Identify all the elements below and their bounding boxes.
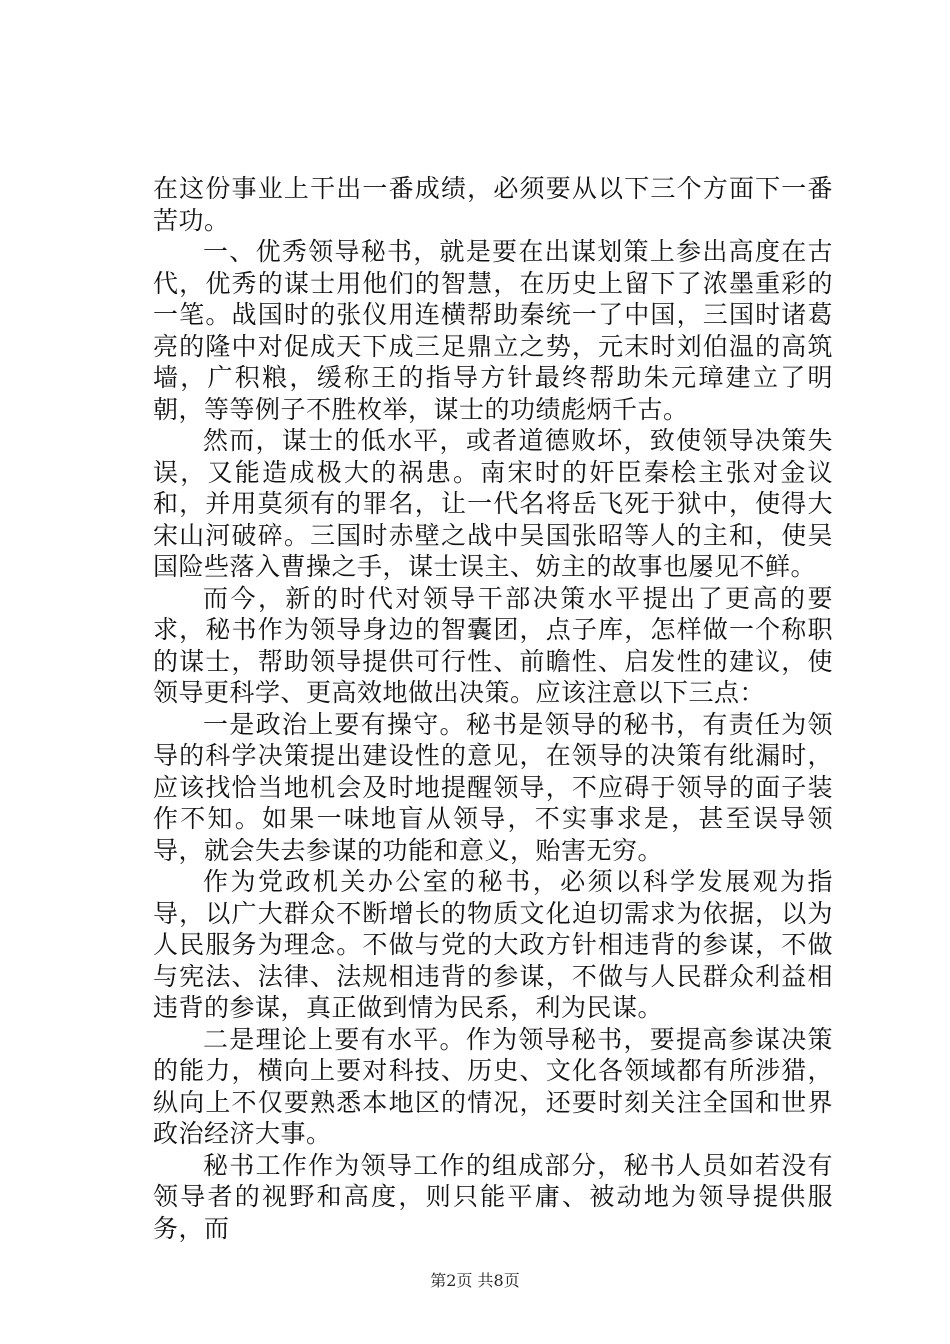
paragraph: 一、优秀领导秘书，就是要在出谋划策上参出高度在古代，优秀的谋士用他们的智慧，在历史上留下了浓墨重彩的一笔。战国时的张仪用连横帮助秦统一了中国，三国时诸葛亮的隆中对促成天下成三足鼎立之势，元末时刘伯温的高筑墙，广积粮，缓称王的指导方针最终帮助朱元璋建立了明朝，等等例子不胜枚举，谋士的功绩彪炳千古。 xyxy=(153,237,833,424)
paragraph: 秘书工作作为领导工作的组成部分，秘书人员如若没有领导者的视野和高度，则只能平庸、被动地为领导提供服务，而 xyxy=(153,1150,833,1243)
paragraph: 作为党政机关办公室的秘书，必须以科学发展观为指导，以广大群众不断增长的物质文化迫切需求为依据，以为人民服务为理念。不做与党的大政方针相违背的参谋，不做与宪法、法律、法规相违背的参谋，不做与人民群众利益相违背的参谋，真正做到情为民系，利为民谋。 xyxy=(153,867,833,1022)
paragraph: 在这份事业上干出一番成绩，必须要从以下三个方面下一番苦功。 xyxy=(153,174,833,235)
paragraph: 一是政治上要有操守。秘书是领导的秘书，有责任为领导的科学决策提出建设性的意见，在领导的决策有纰漏时，应该找恰当地机会及时地提醒领导，不应碍于领导的面子装作不知。如果一味地盲从领导，不实事求是，甚至误导领导，就会失去参谋的功能和意义，贻害无穷。 xyxy=(153,709,833,865)
page-number-footer: 第2页 共8页 xyxy=(430,1271,520,1290)
paragraph: 然而，谋士的低水平，或者道德败坏，致使领导决策失误，又能造成极大的祸患。南宋时的奸臣秦桧主张对金议和，并用莫须有的罪名，让一代名将岳飞死于狱中，使得大宋山河破碎。三国时赤壁之战中吴国张昭等人的主和，使吴国险些落入曹操之手，谋士误主、妨主的故事也屡见不鲜。 xyxy=(153,426,833,581)
document-body xyxy=(153,173,833,1244)
paragraph: 而今，新的时代对领导干部决策水平提出了更高的要求，秘书作为领导身边的智囊团，点子库，怎样做一个称职的谋士，帮助领导提供可行性、前瞻性、启发性的建议，使领导更科学、更高效地做出决策。应该注意以下三点： xyxy=(153,583,833,707)
paragraph: 二是理论上要有水平。作为领导秘书，要提高参谋决策的能力，横向上要对科技、历史、文化各领域都有所涉猎，纵向上不仅要熟悉本地区的情况，还要时刻关注全国和世界政治经济大事。 xyxy=(153,1024,833,1148)
